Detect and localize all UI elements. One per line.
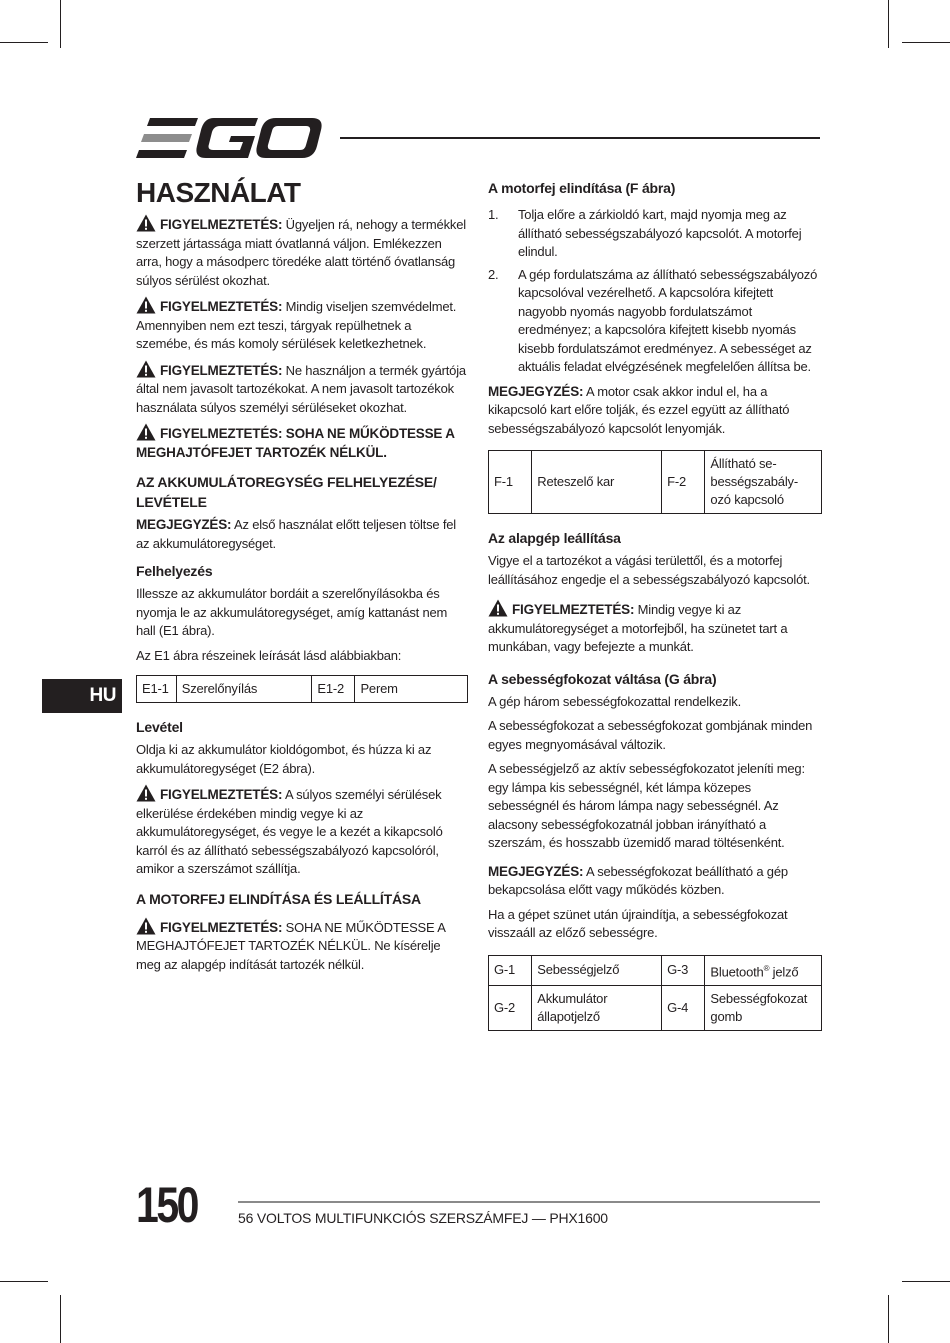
table-cell: Sebességfokozat gomb — [705, 985, 822, 1030]
right-column — [488, 178, 822, 1041]
warning-paragraph — [488, 599, 822, 657]
subsection-heading: A sebességfokozat váltása (G ábra) — [488, 670, 717, 687]
table-cell: G-4 — [662, 985, 705, 1030]
step-number: 2. — [488, 266, 499, 282]
crop-mark — [888, 0, 889, 48]
warning-text: Ne használjon a termék gyártója által nem javasolt tartozékokat. A nem javasolt tartozékok használata súlyos személyi sérüléseket okozhat. — [136, 362, 466, 415]
subsection-heading: Levétel — [136, 719, 183, 735]
list-item — [488, 266, 822, 377]
parts-table-e1 — [136, 675, 468, 703]
body-paragraph: A gép három sebességfokozattal rendelkezik. — [488, 693, 741, 709]
step-text: Tolja előre a zárkioldó kart, majd nyomja meg az állítható sebességszabályozó kapcsolót. A motorfej elindul. — [518, 207, 802, 259]
warning-label: FIGYELMEZTETÉS: — [160, 787, 283, 802]
warning-icon — [136, 214, 156, 232]
body-paragraph: Illessze az akkumulátor bordáit a szerelőnyílásokba és nyomja le az akkumulátoregységet, amíg kattanást nem hall (E1 ábra). — [136, 586, 448, 638]
table-cell: Perem — [355, 676, 468, 703]
warning-label: FIGYELMEZTETÉS: SOHA NE MŰKÖDTESSE A MEGHAJTÓFEJET TARTOZÉK NÉLKÜL. — [136, 426, 455, 460]
crop-mark — [0, 1281, 48, 1282]
step-text: A gép fordulatszáma az állítható sebességszabályozó kapcsolóval vezérelhető. A kapcsolóra kifejtett nagyobb nyomás nagyobb fordulatszámot eredményez; a kapcsolóra kifejtett kisebb nyomás kisebb fordulatszámot eredményez. A sebességet az aktuális feladat elvégzésének megfelelően állítsa be. — [518, 266, 818, 374]
crop-mark — [0, 42, 48, 43]
table-cell: Sebességjelző — [532, 955, 662, 985]
warning-text: SOHA NE MŰKÖDTESSE A MEGHAJTÓFEJET TARTOZÉK NÉLKÜL. Ne kísérelje meg az alapgép indítását tartozék nélkül. — [136, 919, 445, 972]
table-cell: E1-2 — [312, 676, 355, 703]
table-cell: E1-1 — [137, 676, 177, 703]
warning-icon — [136, 784, 156, 802]
crop-mark — [902, 1281, 950, 1282]
body-paragraph: Ha a gépet szünet után újraindítja, a sebességfokozat visszaáll az előző sebességre. — [488, 906, 788, 940]
table-row — [489, 451, 822, 514]
warning-paragraph — [136, 296, 468, 354]
warning-paragraph — [136, 423, 468, 462]
table-cell: F-1 — [489, 451, 532, 514]
step-number: 1. — [488, 207, 499, 222]
warning-paragraph — [136, 214, 468, 290]
ego-logo — [136, 116, 322, 160]
table-cell: Akkumulátor állapotjelző — [532, 985, 662, 1030]
warning-paragraph — [136, 784, 468, 879]
warning-icon — [488, 599, 508, 617]
body-paragraph: A sebességjelző az aktív sebességfokozatot jeleníti meg: egy lámpa kis sebességnél, két lámpa közepes sebességnél és három lámpa nagy sebességnél. Az alacsony sebességfokozatnál jobban irányítható a szerszám, és hosszabb üzemidő marad töltésenként. — [488, 761, 805, 850]
table-row — [489, 955, 822, 985]
bluetooth-label: Bluetooth — [710, 963, 764, 979]
subsection-heading: A motorfej elindítása (F ábra) — [488, 180, 676, 196]
note-paragraph — [488, 383, 822, 439]
table-cell: F-2 — [662, 451, 705, 514]
note-label: MEGJEGYZÉS: — [488, 383, 584, 399]
warning-paragraph — [136, 360, 468, 418]
subsection-heading: Az alapgép leállítása — [488, 530, 621, 546]
crop-mark — [888, 1295, 889, 1343]
language-tab: HU — [42, 679, 122, 713]
warning-icon — [136, 296, 156, 314]
table-cell: G-3 — [662, 955, 705, 985]
footer-doc-title: 56 VOLTOS MULTIFUNKCIÓS SZERSZÁMFEJ — PHX1600 — [238, 1210, 608, 1226]
parts-table-f — [488, 450, 822, 514]
body-paragraph: Az E1 ábra részeinek leírását lásd alábbiakban: — [136, 647, 402, 663]
warning-text: Mindig viseljen szemvédelmet. Amennyiben nem ezt teszi, tárgyak repülhetnek a szemébe, és más komoly sérülések keletkezhetnek. — [136, 299, 457, 351]
body-paragraph: Oldja ki az akkumulátor kioldógombot, és húzza ki az akkumulátoregységet (E2 ábra). — [136, 742, 432, 776]
crop-mark — [60, 0, 61, 48]
table-cell: G-1 — [489, 955, 532, 985]
warning-label: FIGYELMEZTETÉS: — [160, 217, 283, 232]
table-cell: Szerelőnyílás — [176, 676, 312, 703]
header-rule — [340, 137, 820, 139]
registered-mark: ® — [763, 963, 770, 973]
crop-mark — [60, 1295, 61, 1343]
table-row — [489, 985, 822, 1030]
warning-icon — [136, 917, 156, 935]
note-label: MEGJEGYZÉS: — [488, 863, 584, 879]
note-text: A motor csak akkor indul el, ha a kikapcsoló kart előre tolják, és ezzel együtt az állítható sebességszabályozó kapcsolót lenyomják. — [488, 383, 790, 436]
subsection-heading: Felhelyezés — [136, 563, 213, 579]
left-column — [136, 176, 468, 980]
warning-paragraph — [136, 917, 468, 975]
page-number: 150 — [136, 1177, 198, 1233]
section-heading: AZ AKKUMULÁTOREGYSÉG FELHELYEZÉSE/ LEVÉTELE — [136, 474, 437, 510]
list-item — [488, 206, 822, 262]
table-cell: Reteszelő kar — [532, 451, 662, 514]
note-paragraph — [488, 863, 822, 900]
warning-text: Mindig vegye ki az akkumulátoregységet a motorfejből, ha szünetet tart a munkában, vagy befejezte a munkát. — [488, 602, 788, 654]
note-text: A sebességfokozat beállítható a gép bekapcsolása előtt vagy működés közben. — [488, 863, 788, 897]
note-label: MEGJEGYZÉS: — [136, 517, 232, 532]
note-paragraph — [136, 516, 468, 553]
note-text: Az első használat előtt teljesen töltse fel az akkumulátoregységet. — [136, 517, 456, 551]
section-heading: A MOTORFEJ ELINDÍTÁSA ÉS LEÁLLÍTÁSA — [136, 890, 421, 907]
warning-label: FIGYELMEZTETÉS: — [160, 362, 283, 378]
warning-label: FIGYELMEZTETÉS: — [160, 919, 283, 935]
body-paragraph: A sebességfokozat a sebességfokozat gombjának minden egyes megnyomásával változik. — [488, 718, 813, 752]
body-paragraph: Vigye el a tartozékot a vágási területtől, és a motorfej leállításához engedje el a sebességszabályozó kapcsolót. — [488, 553, 810, 587]
warning-label: FIGYELMEZTETÉS: — [160, 299, 283, 314]
warning-icon — [136, 360, 156, 378]
table-cell: G-2 — [489, 985, 532, 1030]
warning-text: Ügyeljen rá, nehogy a termékkel szerzett jártassága miatt óvatlanná váljon. Emlékezzen arra, hogy a másodperc töredéke alatt történő óvatlanság súlyos sérülést okozhat. — [136, 217, 466, 288]
table-cell — [705, 955, 822, 985]
start-steps — [488, 206, 822, 377]
indicator-label: jelző — [769, 963, 799, 979]
warning-icon — [136, 423, 156, 441]
warning-text: A súlyos személyi sérülések elkerülése érdekében mindig vegye ki az akkumulátoregységet, és vegye le a kezét a kikapcsoló karról és az állítható sebességszabályozó kapcsolóról, amikor a szerszámot szállítja. — [136, 787, 443, 876]
crop-mark — [902, 42, 950, 43]
table-cell: Állítható se-bességszabály-ozó kapcsoló — [705, 451, 822, 514]
parts-table-g — [488, 955, 822, 1031]
table-row — [137, 676, 468, 703]
warning-label: FIGYELMEZTETÉS: — [512, 602, 635, 617]
footer-rule — [238, 1201, 820, 1203]
page-title: HASZNÁLAT — [136, 177, 301, 208]
